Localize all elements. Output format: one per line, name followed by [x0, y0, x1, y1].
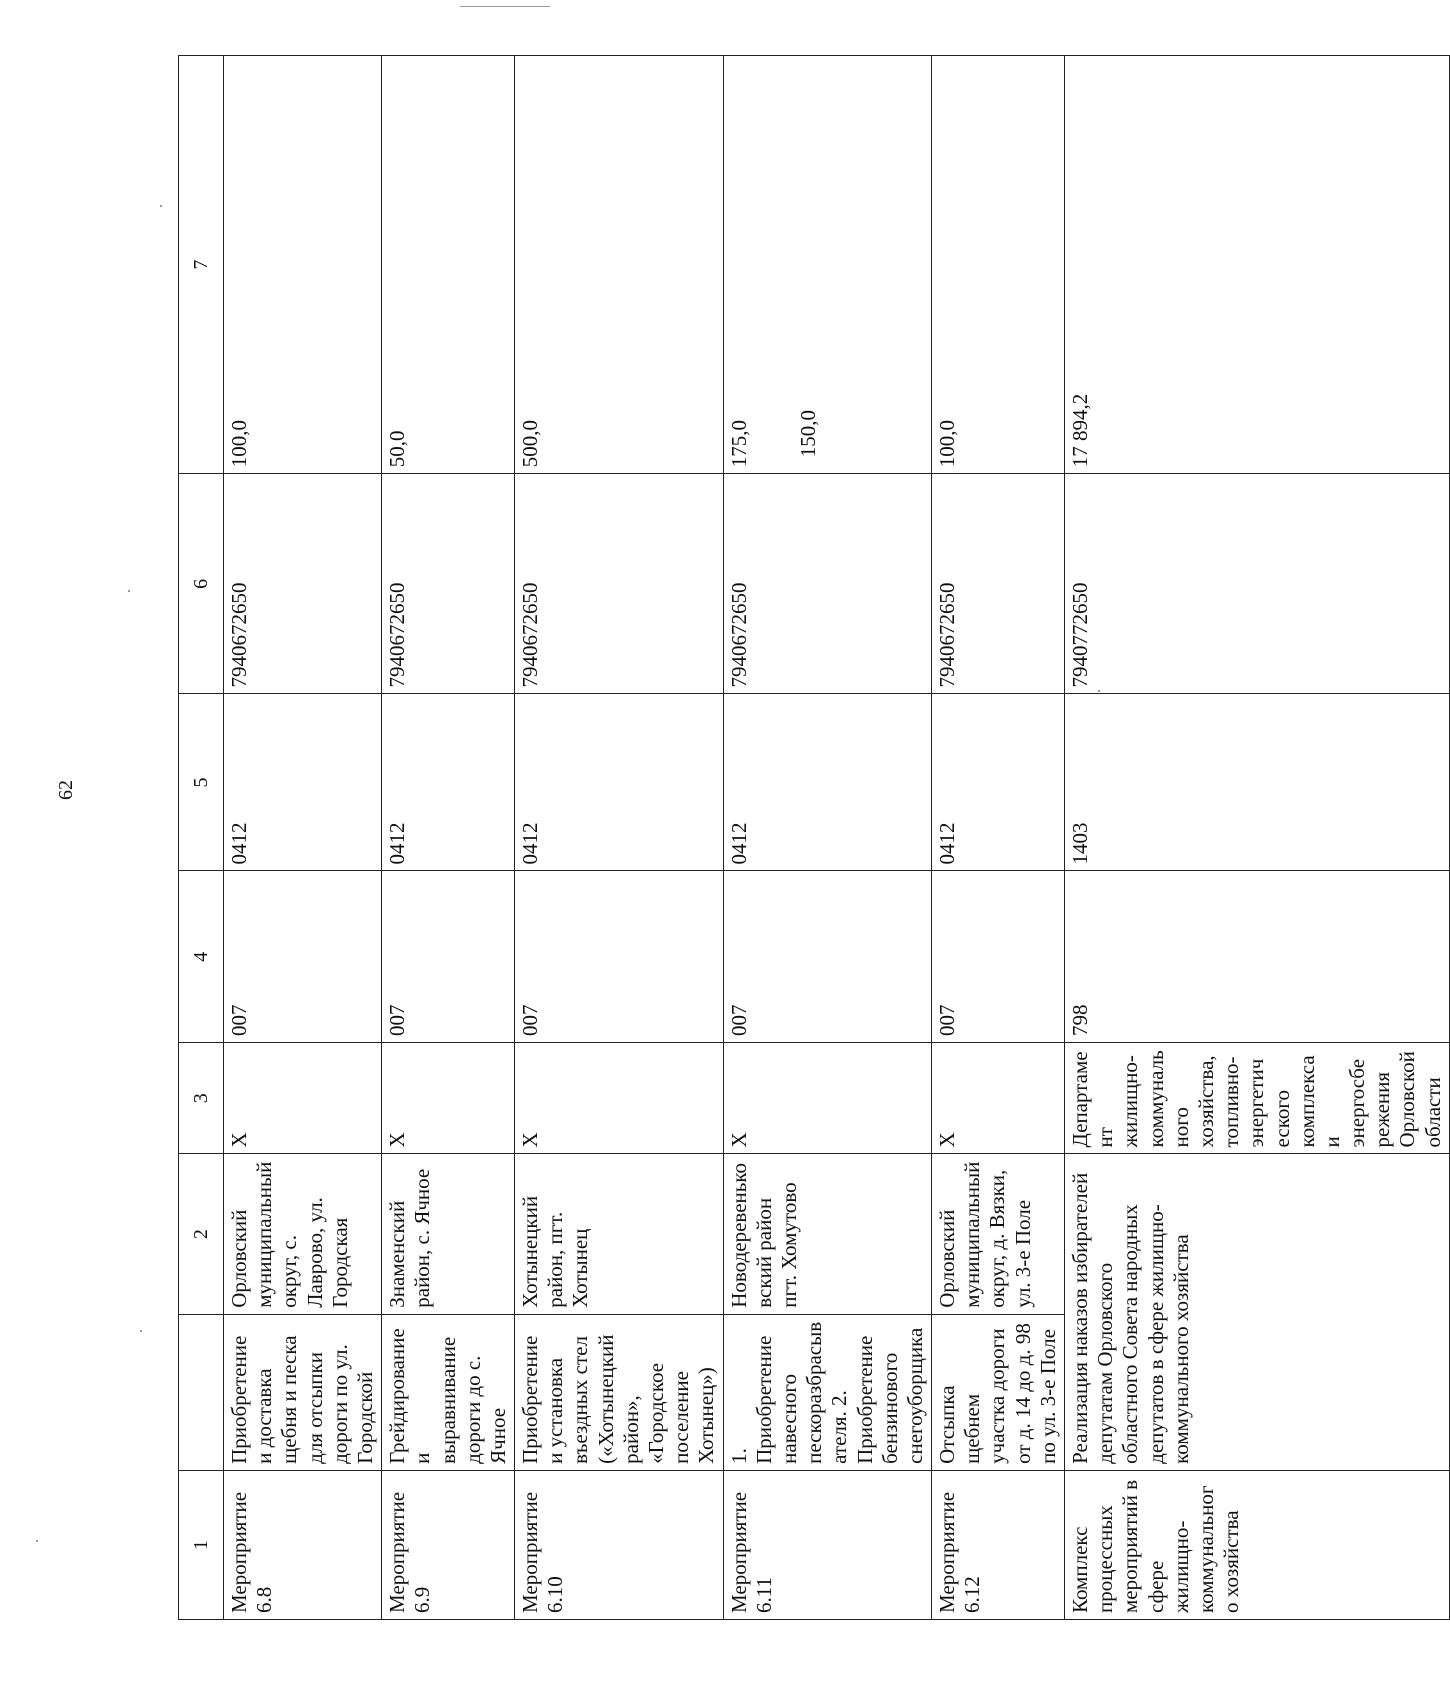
code-5-cell	[932, 694, 1065, 871]
measure-name-cell	[224, 1470, 382, 1619]
complex-code-6-cell	[1065, 474, 1450, 694]
scan-speck	[140, 1330, 142, 1332]
measure-location: Орловский муниципальный округ, д. Вязки, ул. 3-е Поле	[935, 1161, 1035, 1308]
complex-name-cell	[1065, 1470, 1450, 1619]
measure-name-cell	[515, 1470, 724, 1619]
complex-code-5: 1403	[1068, 822, 1092, 865]
measure-name: Мероприятие 6.12	[935, 1491, 985, 1613]
code-6-cell	[224, 474, 382, 694]
scan-speck	[128, 590, 130, 592]
measure-location: Орловский муниципальный округ, с. Лаврово, ул. Городская	[227, 1161, 352, 1308]
code-6: 7940672650	[518, 582, 543, 688]
rotated-table-container	[178, 55, 1445, 1620]
amount: 175,0	[726, 420, 751, 468]
measure-executor: Х	[385, 1132, 410, 1148]
measure-description: Приобретение и установка въездных стел («Хотынецкий район», «Городское поселение Хотынец»)	[518, 1334, 719, 1464]
code-5-cell	[515, 694, 724, 871]
measure-name-cell	[723, 1470, 932, 1619]
amount-cell	[723, 56, 932, 474]
measure-executor-cell	[382, 1042, 515, 1154]
code-4: 007	[227, 1004, 251, 1036]
amount: 500,0	[518, 420, 543, 468]
code-5-cell	[382, 694, 515, 871]
measure-executor: Х	[518, 1132, 543, 1148]
amount: 50,0	[385, 430, 410, 468]
header-cell-5: 5	[179, 694, 224, 871]
measure-description-cell	[723, 1314, 932, 1470]
complex-row	[1065, 56, 1450, 1620]
complex-code-6: 7940772650	[1068, 582, 1092, 688]
measure-name: Мероприятие 6.10	[518, 1491, 568, 1613]
measure-executor: Х	[227, 1132, 251, 1148]
complex-code-4-cell	[1065, 871, 1450, 1042]
header-cell-3: 3	[179, 1042, 224, 1154]
measure-location: Знаменский район, с. Ячное	[385, 1168, 435, 1308]
complex-amount-cell	[1065, 56, 1450, 474]
code-6: 7940672650	[385, 582, 410, 688]
code-4-cell	[224, 871, 382, 1042]
amount-cell	[932, 56, 1065, 474]
header-cell-4: 4	[179, 871, 224, 1042]
measure-executor-cell	[932, 1042, 1065, 1154]
table-row	[224, 56, 382, 1620]
code-6-cell	[932, 474, 1065, 694]
measure-executor-cell	[224, 1042, 382, 1154]
code-4: 007	[518, 1004, 543, 1036]
code-4-cell	[723, 871, 932, 1042]
complex-executor: Департамент жилищно-коммунального хозяйства, топливно-энергетического комплекса и энергосбережения Орловской области	[1068, 1050, 1445, 1148]
complex-code-4: 798	[1068, 1004, 1092, 1036]
top-scan-mark	[460, 6, 550, 7]
complex-description-cell	[1065, 1154, 1450, 1470]
code-6: 7940672650	[935, 582, 960, 688]
measure-description-cell	[224, 1314, 382, 1470]
measure-location-cell	[723, 1154, 932, 1314]
page-number: 62	[55, 780, 77, 800]
complex-amount: 17 894,2	[1068, 393, 1092, 468]
code-4-cell	[932, 871, 1065, 1042]
scan-speck	[36, 1540, 38, 1542]
amount-cell	[515, 56, 724, 474]
measure-name-cell	[932, 1470, 1065, 1619]
measure-name: Мероприятие 6.9	[385, 1491, 435, 1613]
header-cell-6: 6	[179, 474, 224, 694]
measure-location-cell	[224, 1154, 382, 1314]
code-6: 7940672650	[227, 582, 251, 688]
measure-location-cell	[515, 1154, 724, 1314]
measure-location: Новодеревеньковский район пгт. Хомутово	[726, 1163, 801, 1308]
measure-location-cell	[382, 1154, 515, 1314]
table-row	[382, 56, 515, 1620]
measure-name: Мероприятие 6.8	[227, 1491, 277, 1613]
code-5: 0412	[227, 822, 251, 865]
code-5: 0412	[385, 822, 410, 865]
measure-description-cell	[382, 1314, 515, 1470]
amount: 100,0	[227, 420, 251, 468]
code-4: 007	[935, 1004, 960, 1036]
code-6-cell	[382, 474, 515, 694]
measure-executor-cell	[515, 1042, 724, 1154]
measure-name-cell	[382, 1470, 515, 1619]
amount-cell	[224, 56, 382, 474]
measure-executor: Х	[935, 1132, 960, 1148]
code-5: 0412	[935, 822, 960, 865]
header-cell-1: 1	[179, 1470, 224, 1619]
measure-location-cell	[932, 1154, 1065, 1314]
measure-description-cell	[515, 1314, 724, 1470]
amount-cell	[382, 56, 515, 474]
measure-location: Хотынецкий район, пгт. Хотынец	[518, 1195, 593, 1308]
measure-description: Приобретение и доставка щебня и песка для отсыпки дороги по ул. Городской	[227, 1335, 377, 1464]
code-5: 0412	[518, 822, 543, 865]
measure-description: Отсыпка щебнем участка дороги от д. 14 до д. 98 по ул. 3-е Поле	[935, 1323, 1060, 1464]
measure-executor: Х	[726, 1132, 751, 1148]
header-row	[179, 56, 224, 1620]
amount: 100,0	[935, 420, 960, 468]
scan-speck	[160, 205, 162, 207]
complex-code-5-cell	[1065, 694, 1450, 871]
measure-executor-cell	[723, 1042, 932, 1154]
measure-description-cell	[932, 1314, 1065, 1470]
table-row	[723, 56, 932, 1620]
header-cell-7: 7	[179, 56, 224, 474]
complex-description: Реализация наказов избирателей депутатам Орловского областного Совета народных депутатов в сфере жилищно-коммунального хозяйства	[1068, 1172, 1193, 1464]
complex-name: Комплекс процессных мероприятий в сфере жилищно-коммунального хозяйства	[1068, 1479, 1244, 1613]
code-4-cell	[382, 871, 515, 1042]
code-6: 7940672650	[726, 582, 751, 688]
code-5-cell	[723, 694, 932, 871]
header-cell-1b	[179, 1314, 224, 1470]
program-measures-table	[178, 55, 1450, 1620]
code-4: 007	[385, 1004, 410, 1036]
table-row	[515, 56, 724, 1620]
complex-executor-cell	[1065, 1042, 1450, 1154]
table-row	[932, 56, 1065, 1620]
header-cell-2: 2	[179, 1154, 224, 1314]
code-4: 007	[726, 1004, 751, 1036]
code-6-cell	[723, 474, 932, 694]
code-5-cell	[224, 694, 382, 871]
measure-description: 1. Приобретение навесного пескоразбрасывателя. 2. Приобретение бензинового снегоуборщика	[726, 1321, 927, 1464]
amount-secondary: 150,0	[795, 410, 820, 458]
measure-description: Грейдирование и выравнивание дороги до с. Ячное	[385, 1328, 510, 1464]
measure-name: Мероприятие 6.11	[726, 1491, 776, 1613]
code-6-cell	[515, 474, 724, 694]
code-4-cell	[515, 871, 724, 1042]
code-5: 0412	[726, 822, 751, 865]
